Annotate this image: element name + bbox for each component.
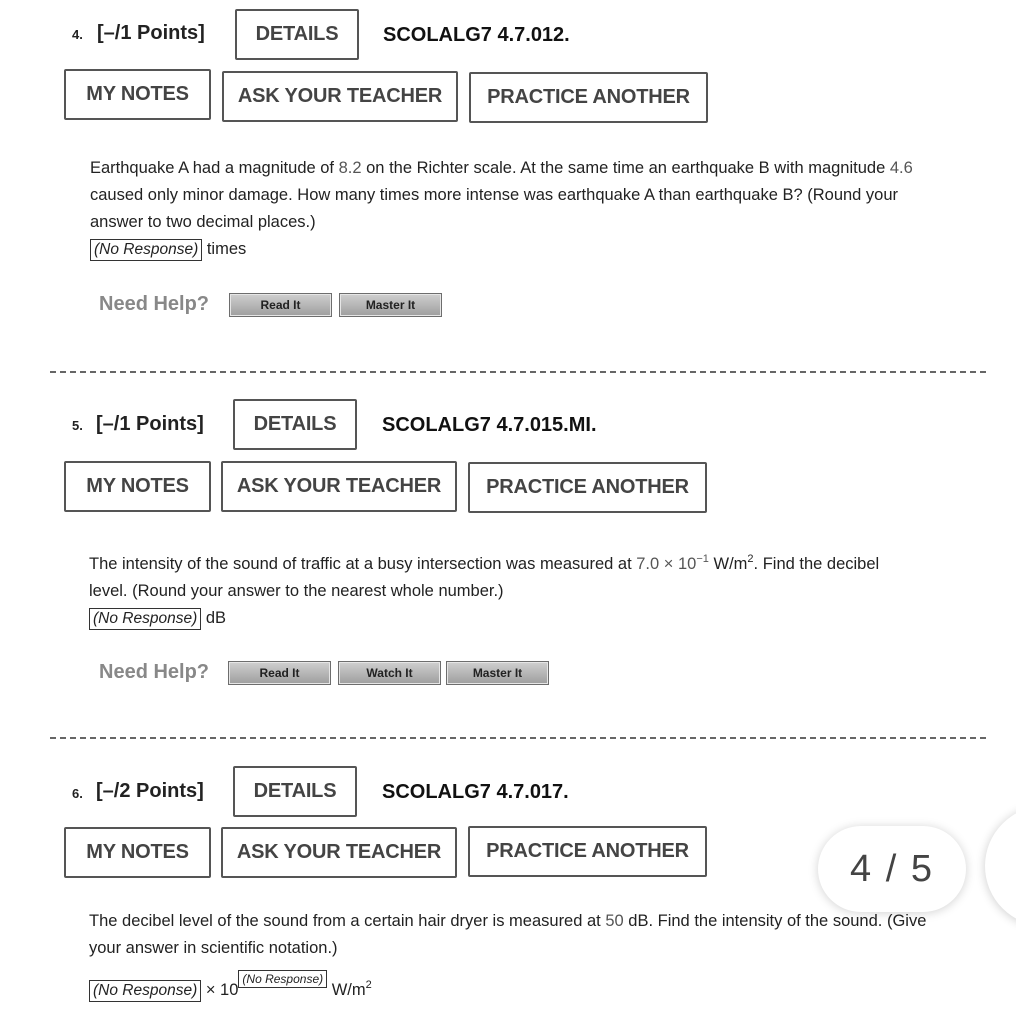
master-it-button[interactable]: Master It [446,661,549,685]
answer-unit: W/m [331,981,366,999]
read-it-button[interactable]: Read It [228,661,331,685]
page-indicator: 4 / 5 [818,826,966,912]
ask-your-teacher-button[interactable]: ASK YOUR TEACHER [221,461,457,512]
question-points: [–/1 Points] [97,22,205,44]
question-text: Earthquake A had a magnitude of 8.2 on the Richter scale. At the same time an earthquake B with magnitude 4.6 caused only minor damage. How many times more intense was earthquake A than earthquake B? (Round your answer to two decimal places.) (No Response) times [90,155,990,263]
decibel-value: 50 [605,912,624,930]
my-notes-button[interactable]: MY NOTES [64,69,211,120]
need-help-label: Need Help? [99,661,210,683]
answer-unit: dB [205,609,227,627]
question-points: [–/2 Points] [96,780,204,802]
practice-another-button[interactable]: PRACTICE ANOTHER [468,826,707,877]
answer-coefficient-field[interactable]: (No Response) [89,980,201,1002]
question-text: The decibel level of the sound from a certain hair dryer is measured at 50 dB. Find the intensity of the sound. (Give your answer in scientific notation.) (No Response) × 10(No Response) $W/m^2$ [89,908,989,1004]
question-points: [–/1 Points] [96,413,204,435]
question-number: 4. [72,27,83,42]
answer-exponent-field[interactable]: (No Response) [238,970,327,988]
next-page-button[interactable] [985,806,1016,926]
my-notes-button[interactable]: MY NOTES [64,461,211,512]
details-button[interactable]: DETAILS [235,9,359,60]
answer-response-field[interactable]: (No Response) [89,608,201,630]
question-text: The intensity of the sound of traffic at a busy intersection was measured at $7.0 \times 10^{-1}$ $W/m^2$. Find the decibel level. (Round your answer to the nearest whole number.) (No Response) dB [89,546,989,632]
question-code: SCOLALG7 4.7.015.MI. [382,414,597,436]
need-help-label: Need Help? [99,293,210,315]
intensity-value: 7.0 × 10 [636,555,697,573]
watch-it-button[interactable]: Watch It [338,661,441,685]
question-divider [50,737,986,739]
read-it-button[interactable]: Read It [229,293,332,317]
magnitude-a-value: 8.2 [338,159,362,177]
question-number: 5. [72,418,83,433]
question-divider [50,371,986,373]
my-notes-button[interactable]: MY NOTES [64,827,211,878]
ask-your-teacher-button[interactable]: ASK YOUR TEACHER [221,827,457,878]
question-code: SCOLALG7 4.7.012. [383,24,570,46]
practice-another-button[interactable]: PRACTICE ANOTHER [469,72,708,123]
ask-your-teacher-button[interactable]: ASK YOUR TEACHER [222,71,458,122]
answer-response-field[interactable]: (No Response) [90,239,202,261]
details-button[interactable]: DETAILS [233,766,357,817]
practice-another-button[interactable]: PRACTICE ANOTHER [468,462,707,513]
question-code: SCOLALG7 4.7.017. [382,781,569,803]
master-it-button[interactable]: Master It [339,293,442,317]
details-button[interactable]: DETAILS [233,399,357,450]
magnitude-b-value: 4.6 [889,159,913,177]
answer-unit: times [206,240,247,258]
question-number: 6. [72,786,83,801]
